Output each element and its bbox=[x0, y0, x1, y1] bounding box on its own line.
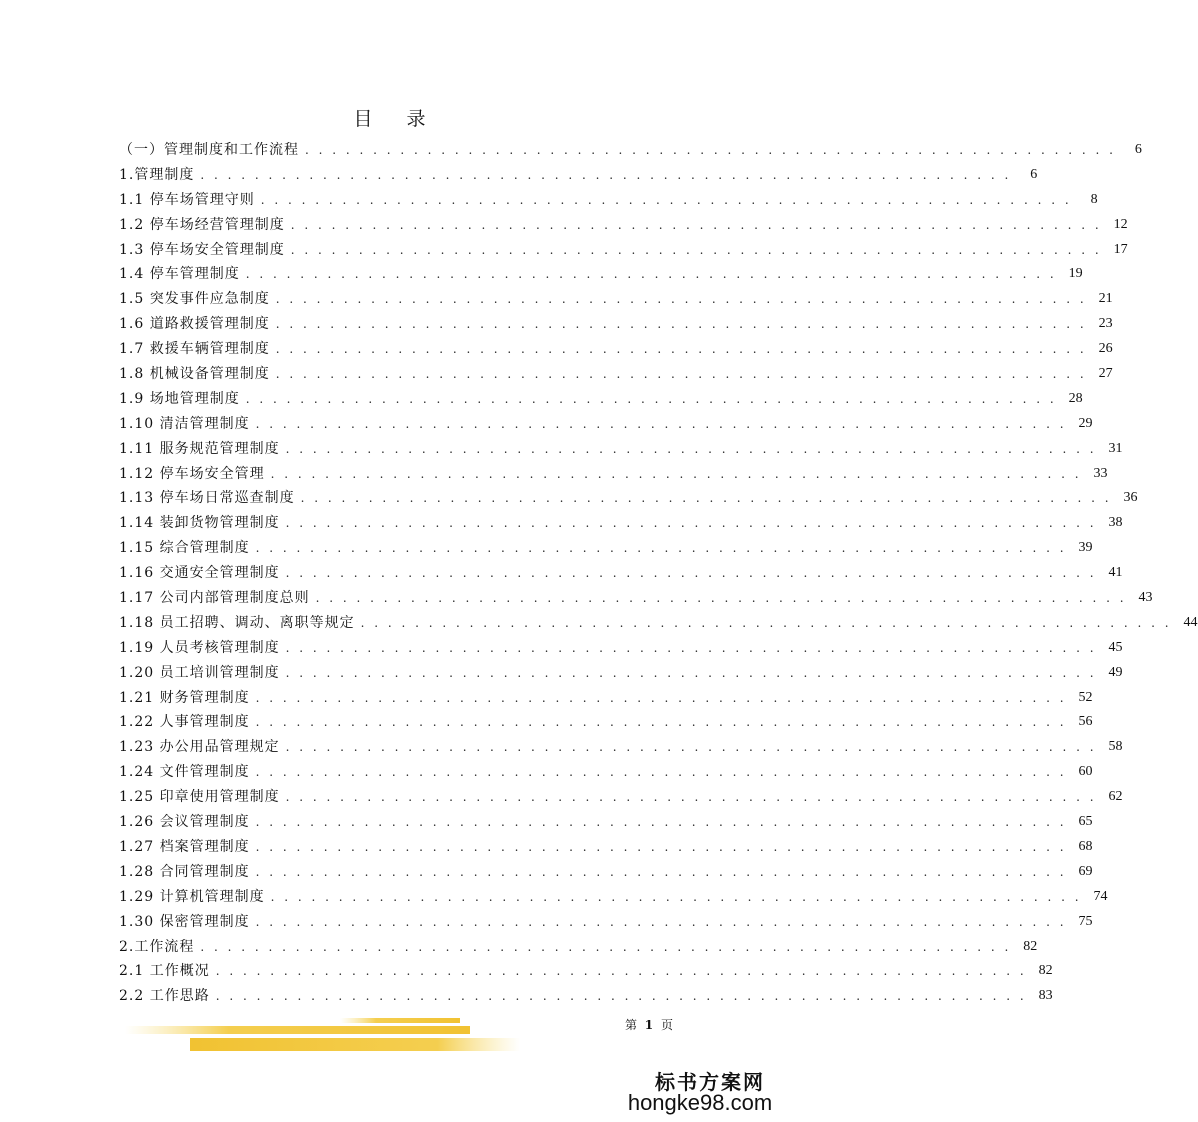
toc-entry-label: 1.25 印章使用管理制度 bbox=[119, 789, 280, 806]
toc-entry[interactable] bbox=[119, 935, 1038, 960]
toc-entry-page: 28 bbox=[1068, 390, 1083, 406]
toc-dot-leader: . . . . . . . . . . . . . . . . . . . . . . . . . . . . . . . . . . . . . . . . . . . . . . . . . . . . . . . . . . . . bbox=[245, 267, 1057, 282]
toc-entry-page: 36 bbox=[1123, 490, 1138, 506]
toc-entry-page: 43 bbox=[1138, 590, 1153, 606]
toc-entry-page: 33 bbox=[1093, 465, 1108, 481]
toc-entry-label: 1.10 清洁管理制度 bbox=[119, 415, 250, 432]
toc-entry-page: 58 bbox=[1108, 739, 1123, 755]
toc-title: 目 录 bbox=[353, 108, 440, 130]
toc-entry[interactable] bbox=[119, 188, 1098, 213]
footer-bar-bottom bbox=[190, 1038, 520, 1051]
toc-entry-label: 1.14 装卸货物管理制度 bbox=[119, 515, 280, 532]
toc-entry-label: 1.18 员工招聘、调动、离职等规定 bbox=[119, 614, 355, 631]
toc-entry[interactable] bbox=[119, 561, 1123, 586]
toc-entry-label: 1.27 档案管理制度 bbox=[119, 838, 250, 855]
toc-entry[interactable] bbox=[119, 486, 1138, 511]
toc-entry-page: 52 bbox=[1078, 689, 1093, 705]
toc-entry-page: 60 bbox=[1078, 764, 1093, 780]
toc-entry-label: 1.28 合同管理制度 bbox=[119, 863, 250, 880]
toc-entry[interactable] bbox=[119, 337, 1113, 362]
toc-entry-page: 6 bbox=[1030, 166, 1038, 182]
toc-entry-page: 27 bbox=[1098, 366, 1113, 382]
toc-entry[interactable] bbox=[119, 686, 1093, 711]
toc-entry-label: （一）管理制度和工作流程 bbox=[119, 142, 299, 158]
toc-entry-label: 1.19 人员考核管理制度 bbox=[119, 639, 280, 656]
toc-dot-leader: . . . . . . . . . . . . . . . . . . . . . . . . . . . . . . . . . . . . . . . . . . . . . . . . . . . . . . . . . . . . bbox=[285, 740, 1097, 755]
toc-entry-page: 26 bbox=[1098, 341, 1113, 357]
toc-dot-leader: . . . . . . . . . . . . . . . . . . . . . . . . . . . . . . . . . . . . . . . . . . . . . . . . . . . . . . . . . . . . bbox=[315, 591, 1127, 606]
toc-dot-leader: . . . . . . . . . . . . . . . . . . . . . . . . . . . . . . . . . . . . . . . . . . . . . . . . . . . . . . . . . . . . bbox=[245, 391, 1057, 406]
toc-entry[interactable] bbox=[119, 213, 1128, 238]
toc-entry-page: 83 bbox=[1038, 988, 1053, 1004]
toc-entry-label: 1.13 停车场日常巡查制度 bbox=[119, 490, 295, 507]
toc-entry-label: 1.29 计算机管理制度 bbox=[119, 888, 265, 905]
toc-entry[interactable] bbox=[119, 735, 1123, 760]
toc-entry[interactable] bbox=[119, 238, 1128, 263]
toc-dot-leader: . . . . . . . . . . . . . . . . . . . . . . . . . . . . . . . . . . . . . . . . . . . . . . . . . . . . . . . . . . . . bbox=[275, 342, 1087, 357]
toc-entry-label: 1.8 机械设备管理制度 bbox=[119, 366, 270, 383]
toc-dot-leader: . . . . . . . . . . . . . . . . . . . . . . . . . . . . . . . . . . . . . . . . . . . . . . . . . . . . . . . . . . . . bbox=[360, 615, 1172, 630]
toc-entry[interactable] bbox=[119, 462, 1108, 487]
toc-entry-label: 1.5 突发事件应急制度 bbox=[119, 291, 270, 308]
toc-entry-page: 12 bbox=[1113, 216, 1128, 232]
toc-dot-leader: . . . . . . . . . . . . . . . . . . . . . . . . . . . . . . . . . . . . . . . . . . . . . . . . . . . . . . . . . . . . bbox=[290, 217, 1102, 232]
toc-entry-page: 74 bbox=[1093, 888, 1108, 904]
toc-entry[interactable] bbox=[119, 885, 1108, 910]
toc-entry-label: 1.23 办公用品管理规定 bbox=[119, 739, 280, 756]
toc-dot-leader: . . . . . . . . . . . . . . . . . . . . . . . . . . . . . . . . . . . . . . . . . . . . . . . . . . . . . . . . . . . . bbox=[285, 516, 1097, 531]
toc-entry-page: 75 bbox=[1078, 913, 1093, 929]
page-number: 第 1 页 bbox=[624, 1018, 675, 1032]
toc-dot-leader: . . . . . . . . . . . . . . . . . . . . . . . . . . . . . . . . . . . . . . . . . . . . . . . . . . . . . . . . . . . . bbox=[275, 367, 1087, 382]
toc-dot-leader: . . . . . . . . . . . . . . . . . . . . . . . . . . . . . . . . . . . . . . . . . . . . . . . . . . . . . . . . . . . . bbox=[260, 192, 1072, 207]
toc-entry-page: 65 bbox=[1078, 814, 1093, 830]
toc-entry[interactable] bbox=[119, 636, 1123, 661]
toc-entry[interactable] bbox=[119, 536, 1093, 561]
toc-entry-page: 69 bbox=[1078, 863, 1093, 879]
toc-entry-page: 21 bbox=[1098, 291, 1113, 307]
toc-entry-page: 6 bbox=[1134, 142, 1142, 157]
toc-entry-page: 56 bbox=[1078, 714, 1093, 730]
toc-entry-label: 1.11 服务规范管理制度 bbox=[119, 440, 280, 457]
toc-dot-leader: . . . . . . . . . . . . . . . . . . . . . . . . . . . . . . . . . . . . . . . . . . . . . . . . . . . . . . . . . . . . bbox=[255, 815, 1067, 830]
watermark-site-name: 标书方案网 bbox=[655, 1070, 765, 1094]
toc-entry-page: 17 bbox=[1113, 241, 1128, 257]
toc-dot-leader: . . . . . . . . . . . . . . . . . . . . . . . . . . . . . . . . . . . . . . . . . . . . . . . . . . . . . . . . . . . . bbox=[275, 317, 1087, 332]
toc-dot-leader: . . . . . . . . . . . . . . . . . . . . . . . . . . . . . . . . . . . . . . . . . . . . . . . . . . . . . . . . . . . . bbox=[300, 491, 1112, 506]
toc-entry[interactable] bbox=[119, 312, 1113, 337]
toc-entry-page: 31 bbox=[1108, 440, 1123, 456]
watermark-url: hongke98.com bbox=[627, 1090, 773, 1115]
toc-entry[interactable] bbox=[119, 262, 1083, 287]
toc-entry-label: 1.30 保密管理制度 bbox=[119, 913, 250, 930]
toc-dot-leader: . . . . . . . . . . . . . . . . . . . . . . . . . . . . . . . . . . . . . . . . . . . . . . . . . . . . . . . . . . . . bbox=[215, 964, 1027, 979]
toc-entry-label: 2.2 工作思路 bbox=[119, 988, 210, 1005]
toc-entry-label: 1.管理制度 bbox=[119, 166, 195, 183]
footer-bar-top bbox=[340, 1018, 460, 1023]
toc-dot-leader: . . . . . . . . . . . . . . . . . . . . . . . . . . . . . . . . . . . . . . . . . . . . . . . . . . . . . . . . . . . . bbox=[290, 242, 1102, 257]
toc-dot-leader: . . . . . . . . . . . . . . . . . . . . . . . . . . . . . . . . . . . . . . . . . . . . . . . . . . . . . . . . . . . . bbox=[285, 566, 1097, 581]
toc-dot-leader: . . . . . . . . . . . . . . . . . . . . . . . . . . . . . . . . . . . . . . . . . . . . . . . . . . . . . . . . . . . . bbox=[255, 690, 1067, 705]
toc-entry[interactable] bbox=[119, 138, 1142, 163]
toc-entry-page: 41 bbox=[1108, 565, 1123, 581]
toc-entry-page: 29 bbox=[1078, 415, 1093, 431]
toc-entry[interactable] bbox=[119, 760, 1093, 785]
toc-entry[interactable] bbox=[119, 412, 1093, 437]
toc-entry-page: 62 bbox=[1108, 789, 1123, 805]
toc-entry[interactable] bbox=[119, 287, 1113, 312]
toc-entry-label: 2.工作流程 bbox=[119, 938, 195, 955]
toc-entry-page: 82 bbox=[1038, 963, 1053, 979]
toc-dot-leader: . . . . . . . . . . . . . . . . . . . . . . . . . . . . . . . . . . . . . . . . . . . . . . . . . . . . . . . . . . . . bbox=[255, 914, 1067, 929]
toc-dot-leader: . . . . . . . . . . . . . . . . . . . . . . . . . . . . . . . . . . . . . . . . . . . . . . . . . . . . . . . . . . . . bbox=[255, 715, 1067, 730]
toc-entry-page: 39 bbox=[1078, 540, 1093, 556]
toc-entry-page: 45 bbox=[1108, 639, 1123, 655]
toc-entry[interactable] bbox=[119, 810, 1093, 835]
toc-entry-page: 8 bbox=[1090, 191, 1098, 207]
toc-entry-page: 68 bbox=[1078, 838, 1093, 854]
toc-dot-leader: . . . . . . . . . . . . . . . . . . . . . . . . . . . . . . . . . . . . . . . . . . . . . . . . . . . . . . . . . . . . bbox=[255, 416, 1067, 431]
toc-entry[interactable] bbox=[119, 984, 1053, 1009]
toc-entry-label: 1.22 人事管理制度 bbox=[119, 714, 250, 731]
toc-entry-label: 1.6 道路救援管理制度 bbox=[119, 316, 270, 333]
toc-dot-leader: . . . . . . . . . . . . . . . . . . . . . . . . . . . . . . . . . . . . . . . . . . . . . . . . . . . . . . . . . . . . bbox=[255, 864, 1067, 879]
toc-entry-label: 1.16 交通安全管理制度 bbox=[119, 565, 280, 582]
toc-entry[interactable] bbox=[119, 910, 1093, 935]
toc-entry[interactable] bbox=[119, 387, 1083, 412]
toc-entry-page: 23 bbox=[1098, 316, 1113, 332]
toc-entry[interactable] bbox=[119, 437, 1123, 462]
toc-entry-label: 1.9 场地管理制度 bbox=[119, 390, 240, 407]
toc-entry-label: 1.3 停车场安全管理制度 bbox=[119, 241, 285, 258]
toc-entry[interactable] bbox=[119, 661, 1123, 686]
toc-entry-label: 1.24 文件管理制度 bbox=[119, 764, 250, 781]
toc-entry-label: 1.7 救援车辆管理制度 bbox=[119, 341, 270, 358]
toc-entry-page: 44 bbox=[1183, 614, 1198, 630]
toc-entry[interactable] bbox=[119, 710, 1093, 735]
toc-entry[interactable] bbox=[119, 785, 1123, 810]
toc-entry-page: 82 bbox=[1023, 938, 1038, 954]
toc-entry[interactable] bbox=[119, 860, 1093, 885]
toc-dot-leader: . . . . . . . . . . . . . . . . . . . . . . . . . . . . . . . . . . . . . . . . . . . . . . . . . . . . . . . . . . . . bbox=[200, 939, 1012, 954]
toc-dot-leader: . . . . . . . . . . . . . . . . . . . . . . . . . . . . . . . . . . . . . . . . . . . . . . . . . . . . . . . . . . . . bbox=[270, 889, 1082, 904]
toc-dot-leader: . . . . . . . . . . . . . . . . . . . . . . . . . . . . . . . . . . . . . . . . . . . . . . . . . . . . . . . . . . . . bbox=[285, 441, 1097, 456]
toc-entry[interactable] bbox=[119, 163, 1038, 188]
toc-entry-page: 38 bbox=[1108, 515, 1123, 531]
toc-dot-leader: . . . . . . . . . . . . . . . . . . . . . . . . . . . . . . . . . . . . . . . . . . . . . . . . . . . . . . . . . . . . bbox=[255, 765, 1067, 780]
toc-entry-label: 1.17 公司内部管理制度总则 bbox=[119, 590, 310, 607]
toc-entry-page: 49 bbox=[1108, 664, 1123, 680]
toc-dot-leader: . . . . . . . . . . . . . . . . . . . . . . . . . . . . . . . . . . . . . . . . . . . . . . . . . . . . . . . . . . . . bbox=[215, 989, 1027, 1004]
toc-dot-leader: . . . . . . . . . . . . . . . . . . . . . . . . . . . . . . . . . . . . . . . . . . . . . . . . . . . . . . . . . . . . bbox=[285, 790, 1097, 805]
toc-dot-leader: . . . . . . . . . . . . . . . . . . . . . . . . . . . . . . . . . . . . . . . . . . . . . . . . . . . . . . . . . . . . bbox=[275, 292, 1087, 307]
toc-entry-label: 1.4 停车管理制度 bbox=[119, 266, 240, 283]
toc-entry-label: 1.2 停车场经营管理制度 bbox=[119, 216, 285, 233]
toc-dot-leader: . . . . . . . . . . . . . . . . . . . . . . . . . . . . . . . . . . . . . . . . . . . . . . . . . . . . . . . . . . . . bbox=[255, 839, 1067, 854]
toc-entry-label: 1.12 停车场安全管理 bbox=[119, 465, 265, 482]
toc-dot-leader: . . . . . . . . . . . . . . . . . . . . . . . . . . . . . . . . . . . . . . . . . . . . . . . . . . . . . . . . . . . . bbox=[255, 541, 1067, 556]
footer-bar-middle bbox=[125, 1026, 470, 1034]
toc-entry[interactable] bbox=[119, 611, 1198, 636]
toc-entry-label: 1.20 员工培训管理制度 bbox=[119, 664, 280, 681]
toc-dot-leader: . . . . . . . . . . . . . . . . . . . . . . . . . . . . . . . . . . . . . . . . . . . . . . . . . . . . . . . . . . . . bbox=[305, 143, 1116, 157]
toc-entry[interactable] bbox=[119, 586, 1153, 611]
toc-dot-leader: . . . . . . . . . . . . . . . . . . . . . . . . . . . . . . . . . . . . . . . . . . . . . . . . . . . . . . . . . . . . bbox=[285, 640, 1097, 655]
toc-entry-page: 19 bbox=[1068, 266, 1083, 282]
toc-entry-label: 2.1 工作概况 bbox=[119, 963, 210, 980]
toc-entry-label: 1.26 会议管理制度 bbox=[119, 814, 250, 831]
toc-entry[interactable] bbox=[119, 511, 1123, 536]
toc-entry[interactable] bbox=[119, 835, 1093, 860]
toc-dot-leader: . . . . . . . . . . . . . . . . . . . . . . . . . . . . . . . . . . . . . . . . . . . . . . . . . . . . . . . . . . . . bbox=[200, 167, 1012, 182]
toc-list bbox=[119, 138, 1198, 1009]
toc-entry-label: 1.21 财务管理制度 bbox=[119, 689, 250, 706]
toc-dot-leader: . . . . . . . . . . . . . . . . . . . . . . . . . . . . . . . . . . . . . . . . . . . . . . . . . . . . . . . . . . . . bbox=[270, 466, 1082, 481]
toc-entry[interactable] bbox=[119, 362, 1113, 387]
toc-entry-label: 1.1 停车场管理守则 bbox=[119, 191, 255, 208]
toc-entry[interactable] bbox=[119, 959, 1053, 984]
toc-dot-leader: . . . . . . . . . . . . . . . . . . . . . . . . . . . . . . . . . . . . . . . . . . . . . . . . . . . . . . . . . . . . bbox=[285, 665, 1097, 680]
toc-entry-label: 1.15 综合管理制度 bbox=[119, 540, 250, 557]
